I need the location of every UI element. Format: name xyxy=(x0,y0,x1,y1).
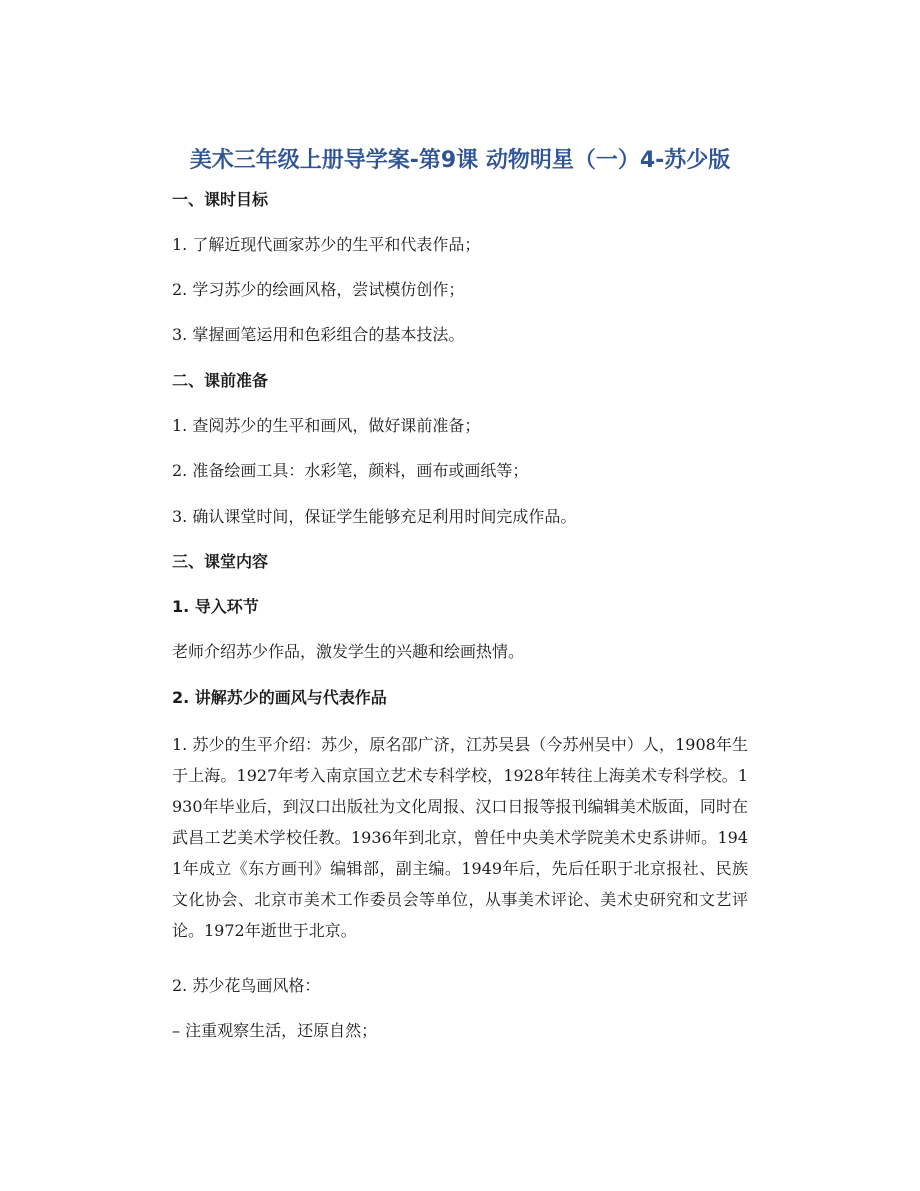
goal-item-1: 1. 了解近现代画家苏少的生平和代表作品； xyxy=(172,235,481,254)
prep-item-2: 2. 准备绘画工具：水彩笔，颜料，画布或画纸等； xyxy=(172,461,529,480)
goal-item-2: 2. 学习苏少的绘画风格，尝试模仿创作； xyxy=(172,280,465,299)
goal-item-3: 3. 掌握画笔运用和色彩组合的基本技法。 xyxy=(172,325,465,344)
prep-item-3: 3. 确认课堂时间，保证学生能够充足利用时间完成作品。 xyxy=(172,507,577,526)
intro-text: 老师介绍苏少作品，激发学生的兴趣和绘画热情。 xyxy=(172,642,525,661)
style-bullet-1: – 注重观察生活，还原自然； xyxy=(172,1021,378,1040)
subsection-heading-style: 2. 讲解苏少的画风与代表作品 xyxy=(172,688,387,707)
document-title: 美术三年级上册导学案-第9课 动物明星（一）4-苏少版 xyxy=(189,148,731,173)
section-heading-goals: 一、课时目标 xyxy=(172,190,269,209)
subsection-heading-intro: 1. 导入环节 xyxy=(172,597,259,616)
section-heading-content: 三、课堂内容 xyxy=(172,552,269,571)
style-item-heading: 2. 苏少花鸟画风格： xyxy=(172,976,321,995)
section-heading-prep: 二、课前准备 xyxy=(172,371,269,390)
prep-item-1: 1. 查阅苏少的生平和画风，做好课前准备； xyxy=(172,416,481,435)
biography-paragraph xyxy=(172,729,748,946)
biography-text: 1. 苏少的生平介绍：苏少，原名邵广济，江苏吴县（今苏州吴中）人，1908年生于上海。1927年考入南京国立艺术专科学校，1928年转往上海美术专科学校。1930年毕业后，到汉口出版社为文化周报、汉口日报等报刊编辑美术版面，同时在武昌工艺美术学校任教。1936年到北京，曾任中央美术学院美术史系讲师。1941年成立《东方画刊》编辑部，副主编。1949年后，先后任职于北京报社、民族文化协会、北京市美术工作委员会等单位，从事美术评论、美术史研究和文艺评论。1972年逝世于北京。 xyxy=(172,735,748,940)
